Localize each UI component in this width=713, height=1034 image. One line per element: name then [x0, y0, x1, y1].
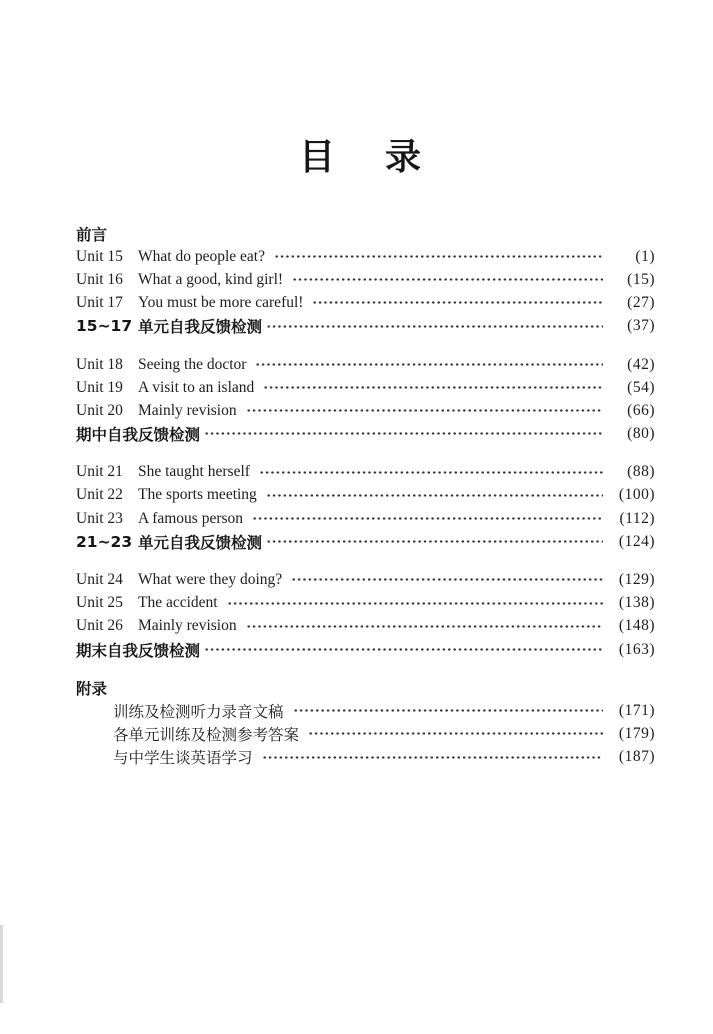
entry-page-number: (138) [618, 594, 655, 612]
toc-entry [76, 245, 655, 268]
entry-page-number: (88) [627, 463, 655, 481]
entry-title: A famous person [138, 509, 244, 527]
entry-title: 与中学生谈英语学习 [113, 750, 253, 768]
entry-page-number: (163) [618, 640, 655, 658]
dot-leader [266, 530, 603, 553]
toc-entry [76, 507, 655, 530]
dot-leader [246, 615, 603, 638]
dot-leader [291, 568, 603, 591]
entry-label: Unit 16 [76, 270, 123, 288]
dot-leader [266, 315, 603, 338]
entry-title: A visit to an island [138, 378, 255, 396]
toc-section [76, 568, 655, 661]
toc-section [76, 676, 655, 769]
entry-page-number: (124) [618, 532, 655, 550]
entry-title: Mainly revision [138, 401, 237, 419]
dot-leader [274, 245, 603, 268]
scan-edge-artifact [0, 925, 3, 1003]
entry-label: Unit 21 [76, 463, 123, 481]
toc-entry [76, 292, 655, 315]
entry-label: Unit 17 [76, 294, 123, 312]
entry-title: You must be more careful! [138, 294, 304, 312]
entry-page-number: (1) [635, 247, 655, 265]
toc-entry [76, 484, 655, 507]
entry-title: 单元自我反馈检测 [138, 533, 263, 552]
toc-entry [76, 592, 655, 615]
dot-leader [246, 399, 603, 422]
entry-title: Mainly revision [138, 617, 237, 635]
dot-leader [308, 723, 603, 746]
toc-entry [76, 268, 655, 291]
entry-label: Unit 22 [76, 486, 123, 504]
entry-title: Seeing the doctor [138, 355, 247, 373]
entry-title: What a good, kind girl! [138, 270, 284, 288]
entry-page-number: (66) [627, 401, 655, 419]
entry-title: 单元自我反馈检测 [138, 318, 263, 337]
entry-page-number: (42) [627, 355, 655, 373]
dot-leader [259, 461, 603, 484]
entry-page-number: (171) [618, 701, 655, 719]
section-heading: 前言 [76, 225, 108, 244]
dot-leader [252, 507, 603, 530]
toc-entry [76, 376, 655, 399]
entry-page-number: (54) [627, 378, 655, 396]
dot-leader [262, 746, 603, 769]
dot-leader [292, 268, 603, 291]
entry-page-number: (100) [618, 486, 655, 504]
entry-page-number: (148) [618, 617, 655, 635]
entry-page-number: (112) [619, 509, 655, 527]
dot-leader [312, 292, 603, 315]
entry-title: 期中自我反馈检测 [76, 426, 201, 445]
entry-label: Unit 25 [76, 594, 123, 612]
toc-section [76, 222, 655, 338]
entry-label: Unit 19 [76, 378, 123, 396]
entry-page-number: (179) [618, 725, 655, 743]
entry-title: What do people eat? [138, 247, 265, 265]
toc-section [76, 353, 655, 446]
dot-leader [293, 699, 603, 722]
section-heading: 附录 [76, 679, 108, 698]
entry-label: Unit 26 [76, 617, 123, 635]
dot-leader [204, 638, 603, 661]
entry-title: What were they doing? [138, 571, 283, 589]
dot-leader [263, 376, 603, 399]
entry-page-number: (37) [627, 317, 655, 335]
entry-page-number: (129) [618, 571, 655, 589]
entry-label: 15~17 [76, 317, 133, 336]
toc-section [76, 461, 655, 554]
toc-entry [76, 315, 655, 338]
dot-leader [227, 592, 603, 615]
entry-title: 各单元训练及检测参考答案 [113, 727, 300, 745]
entry-page-number: (27) [627, 294, 655, 312]
toc-entry [76, 699, 655, 722]
dot-leader [255, 353, 603, 376]
entry-title: She taught herself [138, 463, 250, 481]
entry-label: Unit 23 [76, 509, 123, 527]
toc-entry [76, 399, 655, 422]
page-title: 目 录 [298, 137, 428, 178]
toc-entry [76, 353, 655, 376]
toc-entry [76, 568, 655, 591]
entry-title: 训练及检测听力录音文稿 [113, 703, 284, 721]
entry-label: Unit 18 [76, 355, 123, 373]
entry-page-number: (15) [627, 270, 655, 288]
toc-entry [76, 746, 655, 769]
dot-leader [266, 484, 603, 507]
table-of-contents [0, 222, 713, 769]
toc-entry [76, 615, 655, 638]
toc-entry [76, 723, 655, 746]
entry-page-number: (187) [618, 748, 655, 766]
entry-label: 21~23 [76, 532, 133, 551]
entry-label: Unit 24 [76, 571, 123, 589]
entry-title: The sports meeting [138, 486, 257, 504]
toc-entry [76, 423, 655, 446]
entry-page-number: (80) [627, 425, 655, 443]
entry-label: Unit 20 [76, 401, 123, 419]
dot-leader [204, 423, 603, 446]
toc-entry [76, 461, 655, 484]
toc-entry [76, 638, 655, 661]
entry-title: 期末自我反馈检测 [76, 641, 201, 660]
toc-entry [76, 530, 655, 553]
entry-label: Unit 15 [76, 247, 123, 265]
entry-title: The accident [138, 594, 218, 612]
